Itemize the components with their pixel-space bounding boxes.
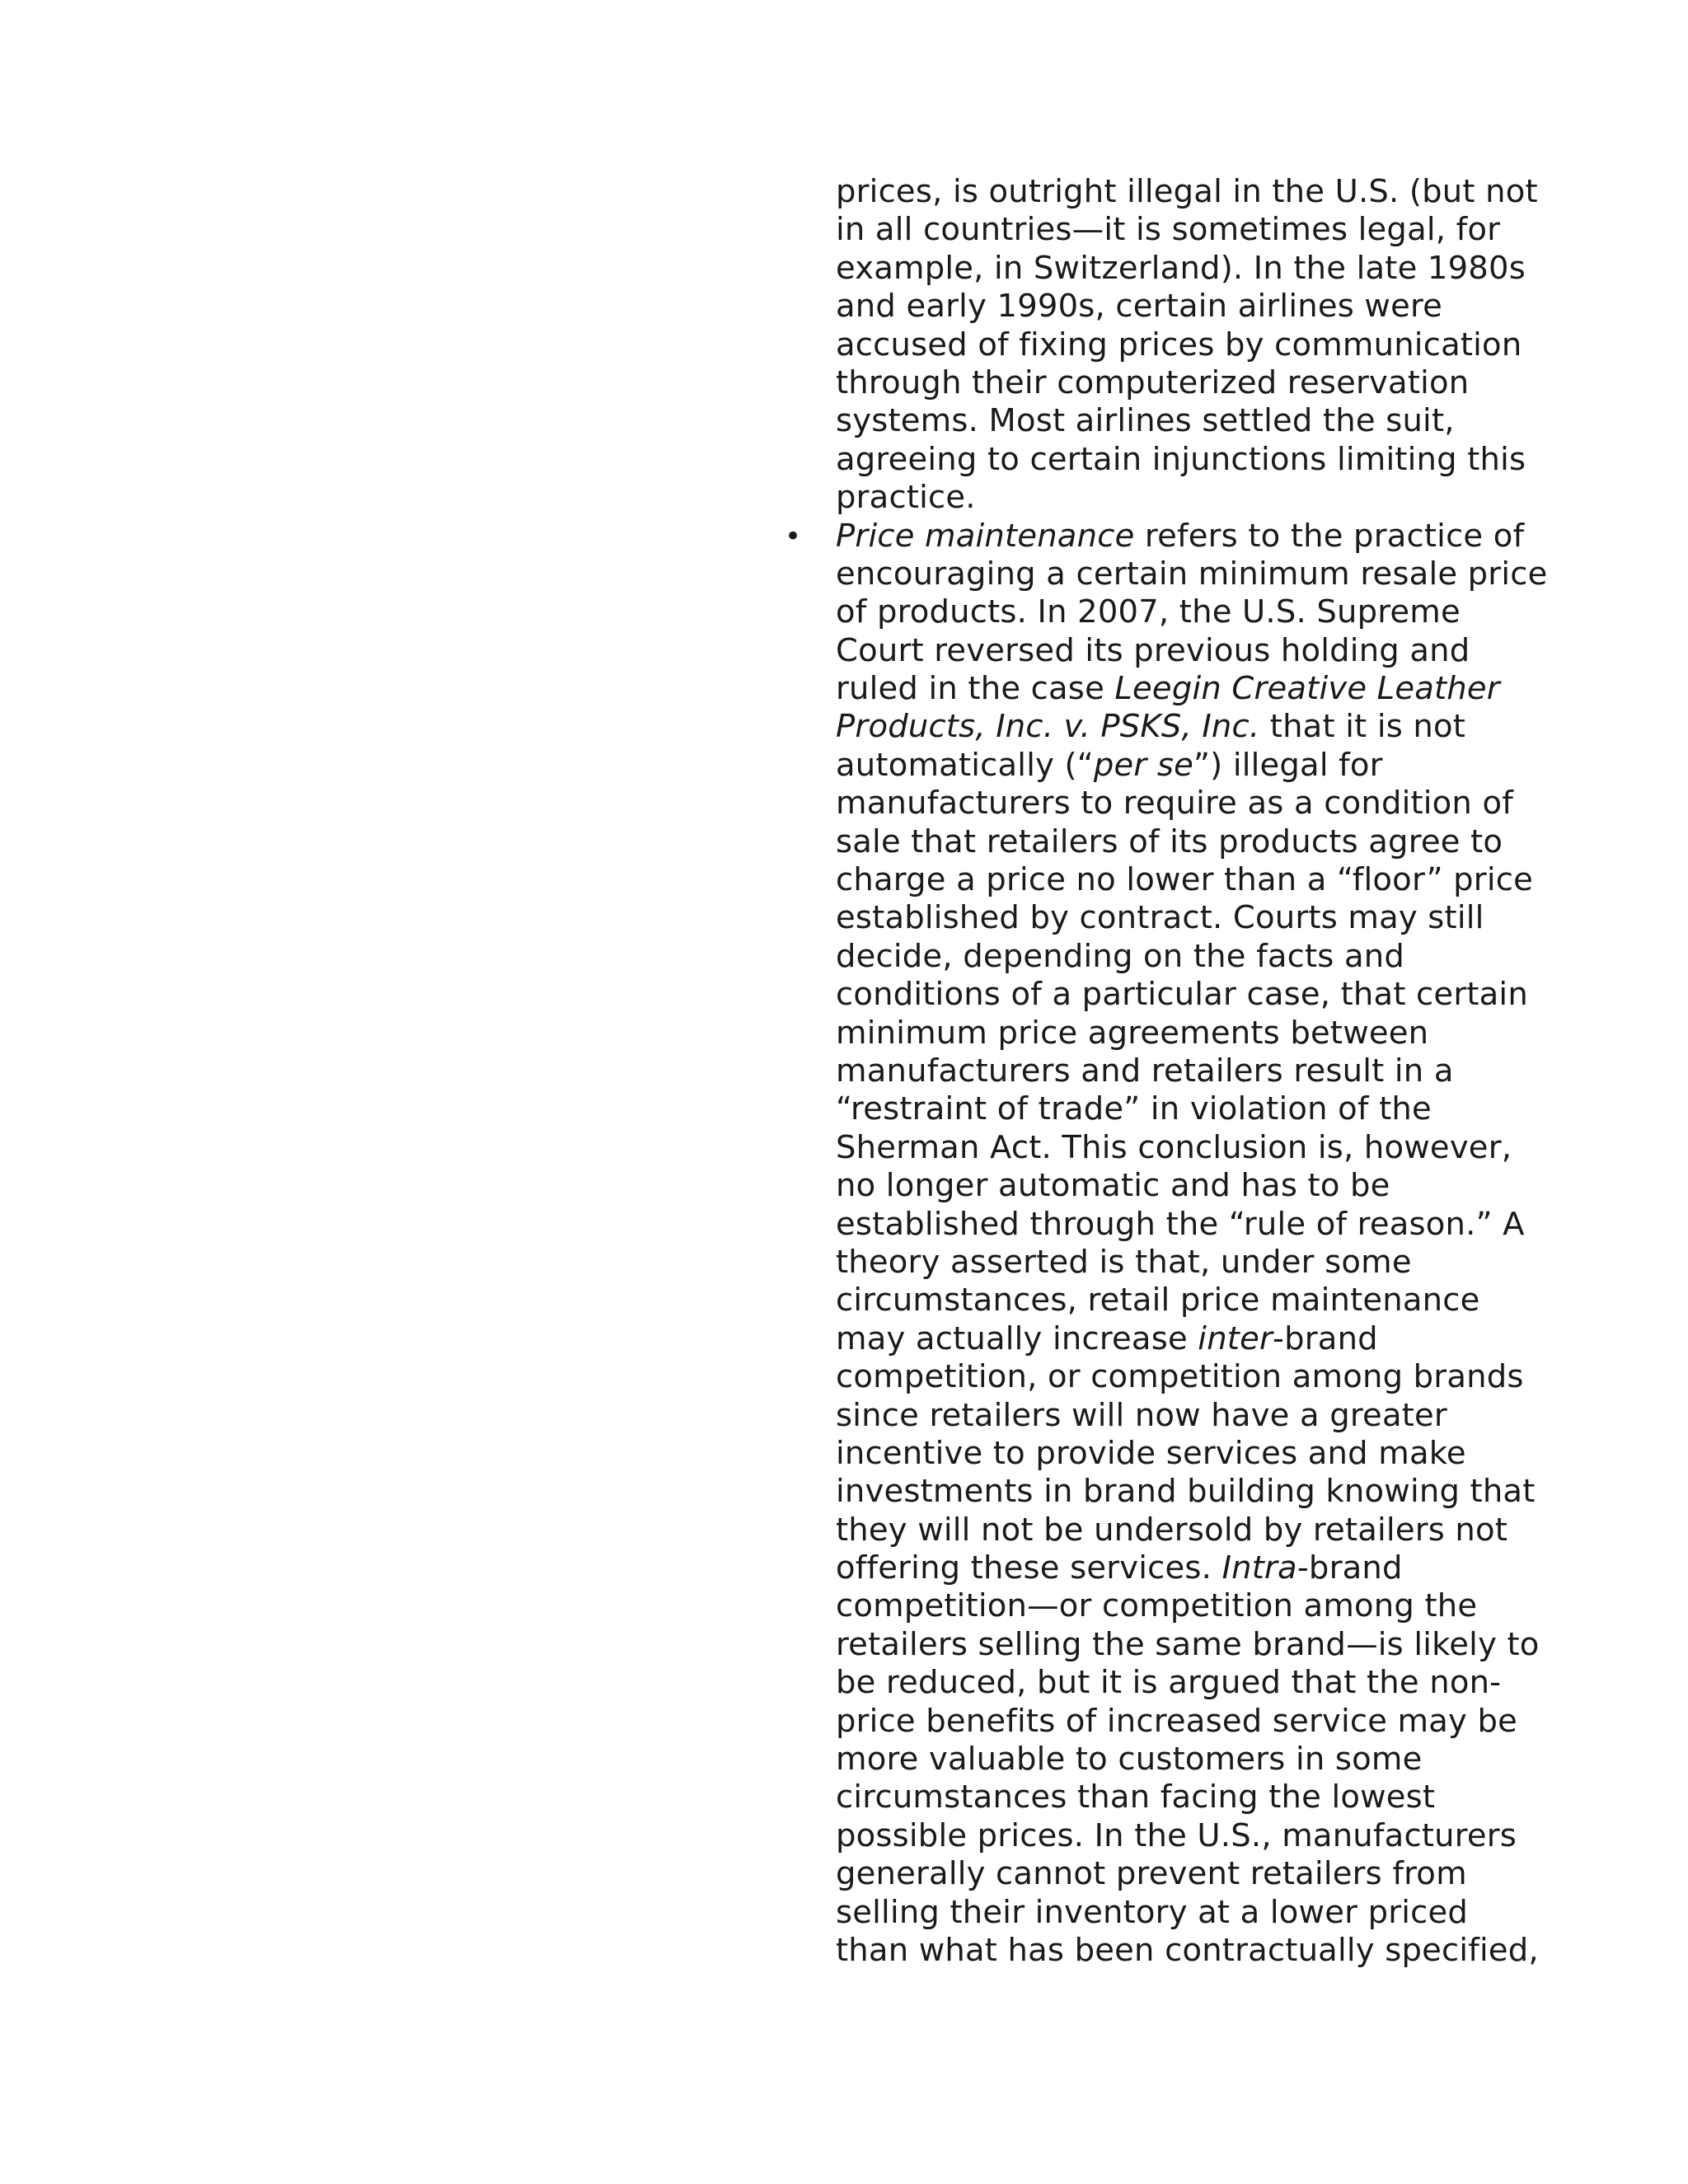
text-segment: that it is not bbox=[1259, 708, 1466, 746]
term-intra: Intra bbox=[1221, 1549, 1297, 1587]
paragraph-line: competition, or competition among brands bbox=[836, 1358, 1524, 1396]
paragraph-line: theory asserted is that, under some bbox=[836, 1243, 1412, 1281]
text-segment: -brand bbox=[1273, 1319, 1378, 1357]
paragraph-line: example, in Switzerland). In the late 1980s bbox=[836, 249, 1526, 287]
paragraph-line: circumstances than facing the lowest bbox=[836, 1779, 1436, 1816]
paragraph-line: prices, is outright illegal in the U.S. (but not bbox=[836, 173, 1538, 210]
paragraph-line: “restraint of trade” in violation of the bbox=[836, 1090, 1432, 1128]
paragraph-line: in all countries—it is sometimes legal, for bbox=[836, 211, 1501, 249]
paragraph-line bbox=[836, 747, 1520, 785]
text-segment: ”) illegal for bbox=[1193, 746, 1383, 784]
paragraph-line: possible prices. In the U.S., manufacturers bbox=[836, 1816, 1517, 1854]
text-column bbox=[785, 173, 1548, 1970]
text-segment: automatically (“ bbox=[836, 746, 1094, 784]
paragraph-line: minimum price agreements between bbox=[836, 1014, 1429, 1052]
term-price-maintenance: Price maintenance bbox=[836, 517, 1135, 555]
bullet-icon: • bbox=[785, 519, 802, 553]
paragraph-line bbox=[836, 1320, 1520, 1358]
paragraph-line: sale that retailers of its products agree to bbox=[836, 823, 1503, 860]
paragraph-line: practice. bbox=[836, 479, 976, 517]
paragraph-line: since retailers will now have a greater bbox=[836, 1396, 1447, 1434]
paragraph-line bbox=[836, 670, 1520, 708]
paragraph-line: through their computerized reservation bbox=[836, 363, 1470, 401]
case-name: Leegin Creative Leather bbox=[1114, 670, 1500, 708]
paragraph-line: agreeing to certain injunctions limiting this bbox=[836, 440, 1526, 478]
term-inter: inter bbox=[1198, 1319, 1273, 1357]
case-name: Products, Inc. v. PSKS, Inc. bbox=[836, 708, 1260, 746]
paragraph-line: Court reversed its previous holding and bbox=[836, 631, 1470, 669]
paragraph-line: of products. In 2007, the U.S. Supreme bbox=[836, 593, 1461, 631]
text-segment: refers to the practice of bbox=[1134, 517, 1525, 555]
paragraph-line: be reduced, but it is argued that the non- bbox=[836, 1664, 1502, 1702]
paragraph-line: established through the “rule of reason.” A bbox=[836, 1205, 1525, 1243]
text-segment: may actually increase bbox=[836, 1319, 1198, 1357]
paragraph-line: encouraging a certain minimum resale price bbox=[836, 555, 1548, 593]
paragraph-line bbox=[836, 708, 1520, 746]
paragraph-line: they will not be undersold by retailers not bbox=[836, 1511, 1508, 1549]
text-segment: offering these services. bbox=[836, 1549, 1222, 1587]
paragraph-line: circumstances, retail price maintenance bbox=[836, 1282, 1480, 1319]
paragraph-line: retailers selling the same brand—is likely to bbox=[836, 1625, 1540, 1663]
paragraph-line: than what has been contractually specified, bbox=[836, 1931, 1539, 1969]
paragraph-line: decide, depending on the facts and bbox=[836, 937, 1405, 975]
paragraph-line: accused of fixing prices by communication bbox=[836, 326, 1522, 363]
paragraph-line bbox=[836, 1549, 1520, 1587]
text-segment: ruled in the case bbox=[836, 670, 1115, 708]
paragraph-line: and early 1990s, certain airlines were bbox=[836, 288, 1443, 326]
paragraph-line: incentive to provide services and make bbox=[836, 1434, 1466, 1472]
paragraph-line: manufacturers and retailers result in a bbox=[836, 1052, 1454, 1090]
paragraph-line: selling their inventory at a lower priced bbox=[836, 1893, 1469, 1931]
bullet-item-first-line bbox=[785, 517, 1525, 555]
text-segment: -brand bbox=[1296, 1549, 1403, 1587]
paragraph-line: conditions of a particular case, that certain bbox=[836, 976, 1528, 1014]
term-per-se: per se bbox=[1093, 746, 1194, 784]
paragraph-line: systems. Most airlines settled the suit, bbox=[836, 402, 1455, 440]
paragraph-line: competition—or competition among the bbox=[836, 1587, 1478, 1625]
paragraph-line: established by contract. Courts may still bbox=[836, 899, 1484, 937]
paragraph-line: manufacturers to require as a condition of bbox=[836, 785, 1513, 823]
paragraph-line: no longer automatic and has to be bbox=[836, 1167, 1390, 1205]
paragraph-line: more valuable to customers in some bbox=[836, 1741, 1423, 1779]
paragraph-line: price benefits of increased service may be bbox=[836, 1702, 1517, 1740]
paragraph-line: Sherman Act. This conclusion is, however, bbox=[836, 1128, 1512, 1166]
paragraph-line: generally cannot prevent retailers from bbox=[836, 1855, 1467, 1893]
paragraph-line: charge a price no lower than a “floor” price bbox=[836, 861, 1533, 899]
paragraph-line: investments in brand building knowing that bbox=[836, 1473, 1536, 1511]
